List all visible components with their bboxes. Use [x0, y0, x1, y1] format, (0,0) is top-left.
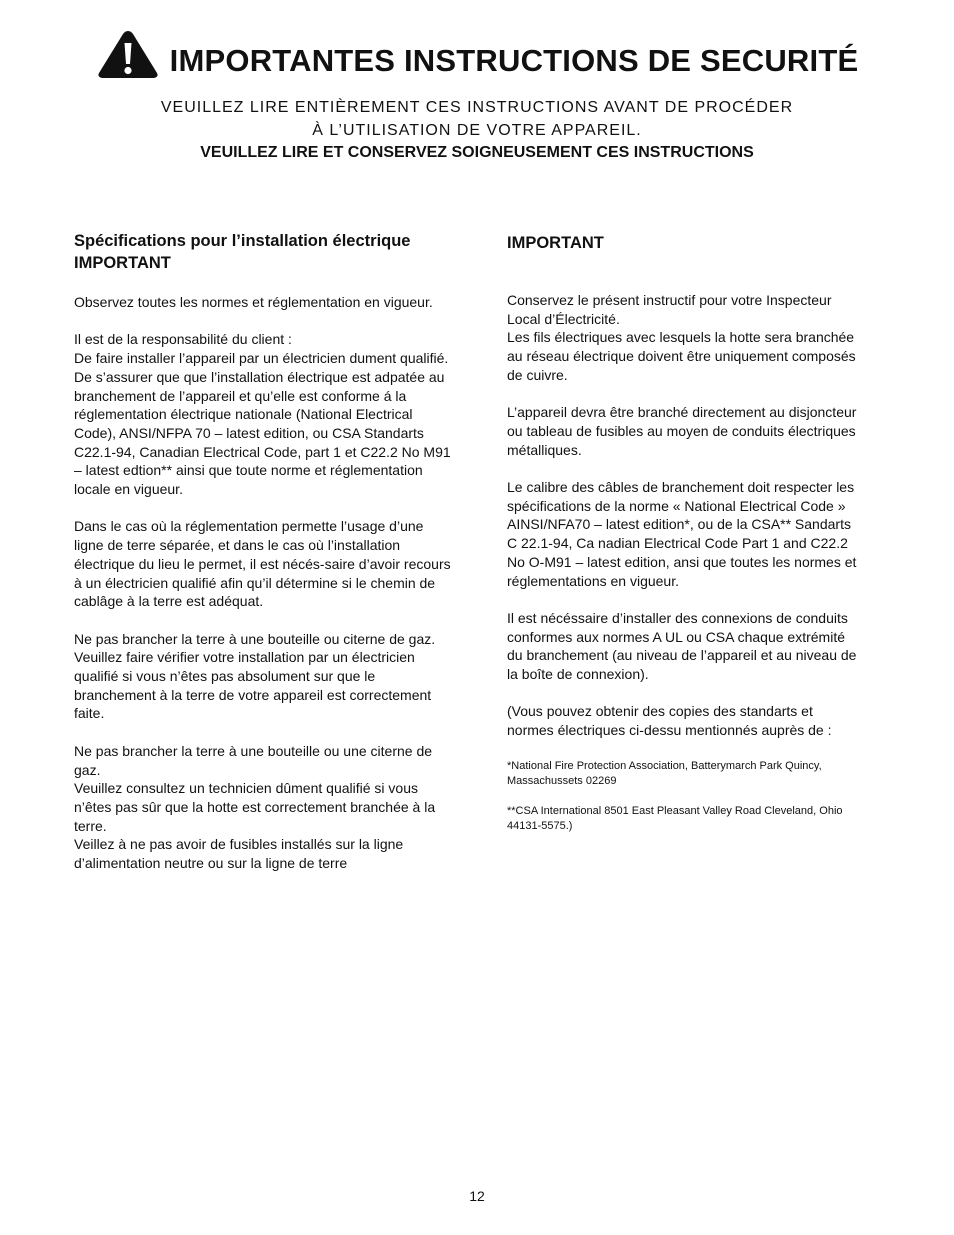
section-heading: Spécifications pour l’installation électrique — [74, 232, 411, 250]
left-column — [74, 230, 454, 873]
paragraph: Le calibre des câbles de branchement doit respecter les spécifications de la norme « National Electrical Code » AINSI/NFA70 – latest edition*, ou de la CSA** Sandarts C 22.1-94, Ca nadian Electrical Code Part 1 and C22.2 No O-M91 – latest edition, ansi que toutes les normes et réglementations en vigueur. — [507, 479, 857, 589]
subtitle-line-1: VEUILLEZ LIRE ENTIÈREMENT CES INSTRUCTIONS AVANT DE PROCÉDER — [160, 99, 794, 116]
subtitle — [0, 96, 954, 142]
paragraph: Veillez à ne pas avoir de fusibles installés sur la ligne d’alimentation neutre ou sur la ligne de terre — [74, 836, 404, 872]
paragraph: (Vous pouvez obtenir des copies des standarts et normes électriques ci-dessu mentionnés auprès de : — [507, 703, 832, 739]
paragraph: De s’assurer que que l’installation électrique est adpatée au branchement de l’appareil et qu’elle est conforme á la réglementation électrique nationale (National Electrical Code), ANSI/NFPA 70 – latest edition, ou CSA Standarts C22.1-94, Canadian Electrical Code, part 1 et C22.2 No M91 – latest edtion** ainsi que toute norme et réglementation locale en vigueur. — [74, 368, 451, 498]
paragraph: Il est nécéssaire d’installer des connexions de conduits conformes aux normes A UL ou CSA chaque extrémité du branchement (au niveau de l’appareil et au niveau de la boîte de connexion). — [507, 609, 857, 683]
page-header — [0, 26, 954, 162]
paragraph: L’appareil devra être branché directement au disjoncteur ou tableau de fusibles au moyen de conduits électriques métalliques. — [507, 404, 857, 458]
title-row — [0, 26, 954, 82]
right-column — [507, 230, 859, 849]
paragraph: Il est de la responsabilité du client : — [74, 331, 292, 348]
paragraph: Veuillez faire vérifier votre installation par un électricien qualifié si vous n’êtes pas absolument sur que le branchement à la terre de votre appareil est correctement faite. — [74, 649, 432, 722]
page-number: 12 — [469, 1188, 485, 1204]
subtitle-bold: VEUILLEZ LIRE ET CONSERVEZ SOIGNEUSEMENT CES INSTRUCTIONS — [200, 144, 754, 161]
important-label: IMPORTANT — [74, 254, 171, 272]
paragraph: Observez toutes les normes et réglementation en vigueur. — [74, 294, 433, 310]
paragraph: Ne pas brancher la terre à une bouteille ou citerne de gaz. — [74, 630, 436, 647]
subtitle-line-2: À L’UTILISATION DE VOTRE APPAREIL. — [312, 122, 642, 139]
paragraph: Ne pas brancher la terre à une bouteille ou une citerne de gaz. — [74, 742, 433, 778]
paragraph: Les fils électriques avec lesquels la hotte sera branchée au réseau électrique doivent être uniquement composés de cuivre. — [507, 329, 856, 383]
warning-triangle-icon — [96, 28, 160, 80]
footnote: **CSA International 8501 East Pleasant Valley Road Cleveland, Ohio 44131-5575.) — [507, 804, 843, 832]
paragraph: Veuillez consultez un technicien dûment qualifié si vous n’êtes pas sûr que la hotte est correctement branchée à la terre. — [74, 780, 436, 834]
paragraph: Conservez le présent instructif pour votre Inspecteur Local d’Électricité. — [507, 292, 832, 327]
important-heading: IMPORTANT — [507, 234, 604, 252]
footnote: *National Fire Protection Association, Batterymarch Park Quincy, Massachussets 02269 — [507, 759, 822, 787]
page-title: IMPORTANTES INSTRUCTIONS DE SECURITÉ — [169, 43, 859, 78]
paragraph: De faire installer l’appareil par un électricien dument qualifié. — [74, 350, 449, 367]
paragraph: Dans le cas où la réglementation permette l’usage d’une ligne de terre séparée, et dans le cas où l’installation électrique du lieu le permet, il est nécés-saire d’avoir recours à un électricien qualifié afin qu’il détermine si le chemin de cablâge à la terre est adéquat. — [74, 518, 451, 610]
